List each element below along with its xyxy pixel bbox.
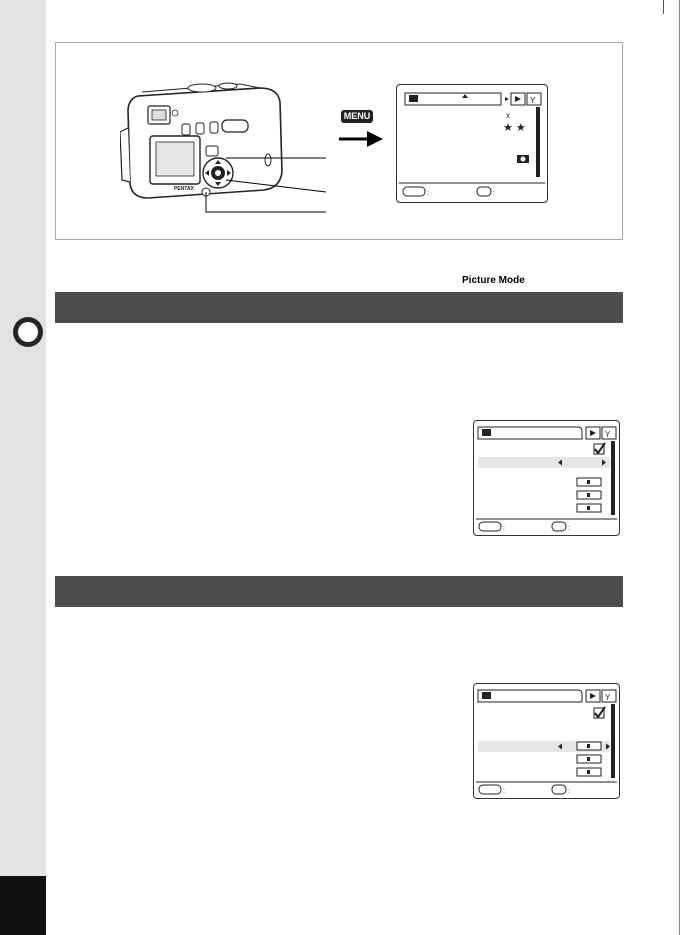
svg-text::: : — [568, 788, 570, 795]
svg-text::: : — [503, 788, 505, 795]
svg-text:Y: Y — [530, 96, 536, 105]
lcd-resolution-mark: x — [506, 111, 510, 120]
page-edge-line — [679, 0, 680, 935]
picture-mode-label: Picture Mode — [462, 275, 525, 286]
lcd-rec-menu-illustration — [396, 84, 548, 203]
lcd-screen-setting-b — [473, 683, 620, 799]
section-header-bar — [55, 576, 623, 607]
svg-text::: : — [427, 190, 429, 197]
section-title — [55, 584, 65, 599]
svg-text::: : — [503, 525, 505, 532]
section-title — [55, 300, 65, 315]
page-number-tab — [0, 876, 46, 935]
lcd-menu-graphic — [474, 684, 619, 798]
svg-text::: : — [568, 525, 570, 532]
camera-brand: PENTAX — [174, 186, 194, 192]
crop-mark — [663, 0, 664, 14]
svg-text:Y: Y — [605, 693, 611, 702]
camera-back-illustration — [120, 80, 335, 220]
menu-key-icon — [341, 110, 373, 123]
lcd-quality-stars: ★ ★ — [503, 122, 526, 134]
lcd-menu-graphic — [397, 85, 547, 202]
svg-text::: : — [493, 190, 495, 197]
right-arrow-icon — [339, 128, 385, 150]
lcd-screen-setting-a — [473, 420, 620, 536]
chapter-sidebar — [0, 0, 46, 935]
section-header-bar — [55, 292, 623, 323]
lcd-menu-graphic — [474, 421, 619, 535]
chapter-tab-marker — [13, 317, 43, 347]
svg-text:Y: Y — [605, 430, 611, 439]
menu-key-label: MENU — [343, 111, 371, 121]
